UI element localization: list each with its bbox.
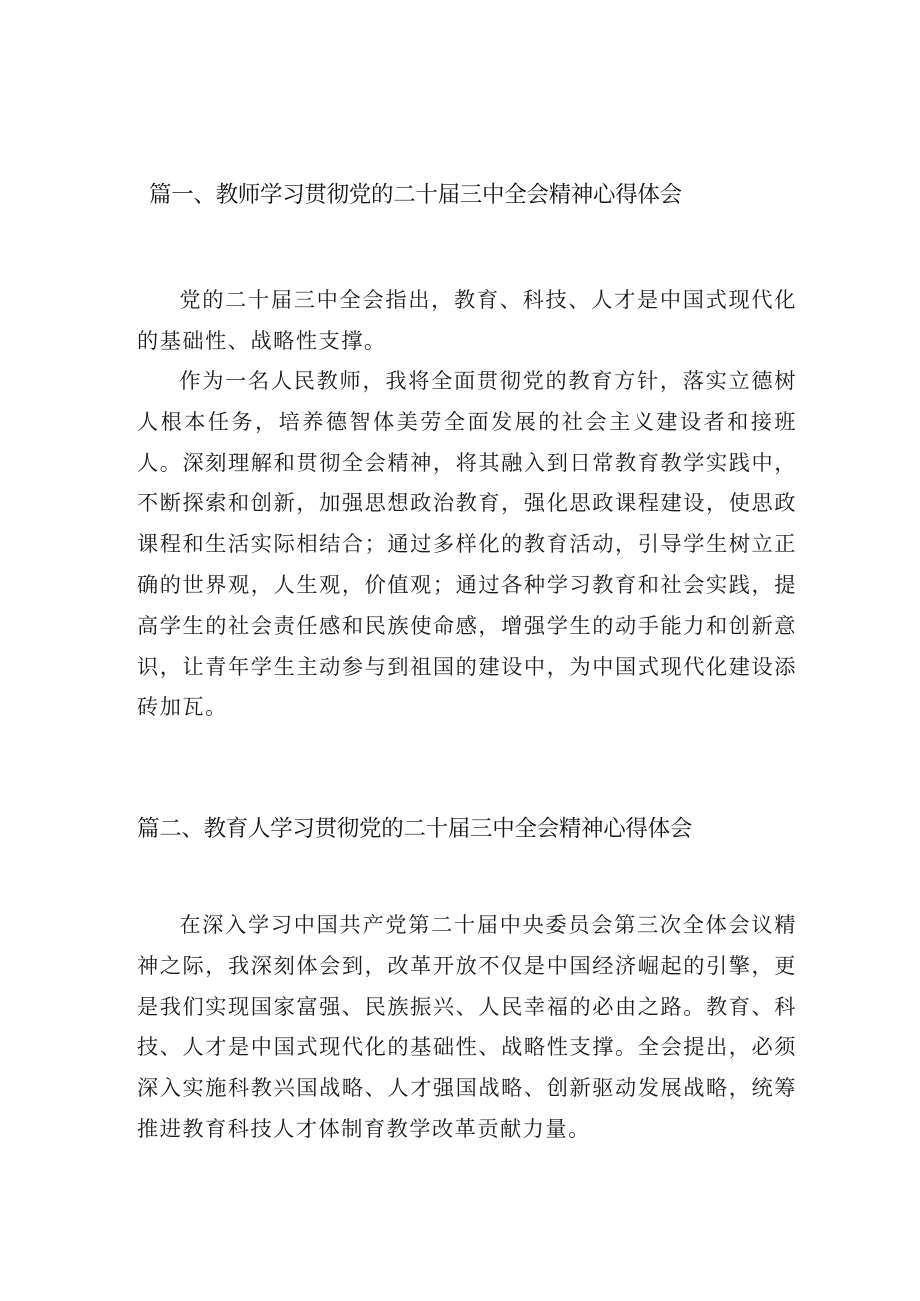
- section-1-heading: 篇一、教师学习贯彻党的二十届三中全会精神心得体会: [149, 182, 682, 208]
- section-2-heading: 篇二、教育人学习贯彻党的二十届三中全会精神心得体会: [137, 816, 693, 842]
- section-1-paragraph-2: 作为一名人民教师，我将全面贯彻党的教育方针，落实立德树人根本任务，培养德智体美劳全面发展的社会主义建设者和接班人。深刻理解和贯彻全会精神，将其融入到日常教育教学实践中，不断探索和创新，加强思想政治教育，强化思政课程建设，使思政课程和生活实际相结合；通过多样化的教育活动，引导学生树立正确的世界观，人生观，价值观；通过各种学习教育和社会实践，提高学生的社会责任感和民族使命感，增强学生的动手能力和创新意识，让青年学生主动参与到祖国的建设中，为中国式现代化建设添砖加瓦。: [137, 368, 797, 720]
- section-2-paragraph-1: 在深入学习中国共产党第二十届中央委员会第三次全体会议精神之际，我深刻体会到，改革开放不仅是中国经济崛起的引擎，更是我们实现国家富强、民族振兴、人民幸福的必由之路。教育、科技、人才是中国式现代化的基础性、战略性支撑。全会提出，必须深入实施科教兴国战略、人才强国战略、创新驱动发展战略，统筹推进教育科技人才体制育教学改革贡献力量。: [137, 912, 797, 1141]
- section-1-paragraph-1: 党的二十届三中全会指出，教育、科技、人才是中国式现代化的基础性、战略性支撑。: [137, 287, 797, 353]
